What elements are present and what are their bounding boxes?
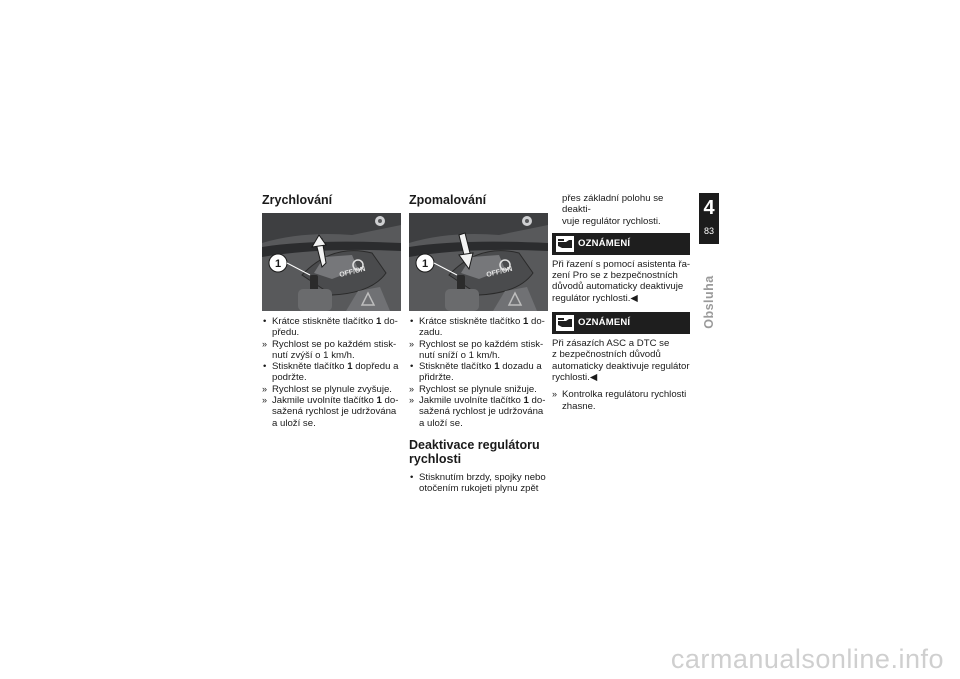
callout-number-1: 1: [421, 258, 429, 270]
handlebar-illustration: [262, 213, 401, 311]
notice-hand-icon: [556, 236, 574, 252]
handlebar-photo-decelerate: [409, 213, 548, 311]
list-item: » Kontrolka regulátoru rychlosti zhasne.: [552, 389, 692, 412]
list-item: • Krátce stiskněte tlačítko 1 do- předu.: [262, 316, 402, 339]
list-item: » Rychlost se po každém stisk- nutí zvýší o 1 km/h.: [262, 339, 402, 362]
list-item: • Stiskněte tlačítko 1 dozadu a přidržte.: [409, 361, 549, 384]
column-decelerating: [409, 193, 549, 495]
list-item: • Stiskněte tlačítko 1 dopředu a podržte.: [262, 361, 402, 384]
list-item: » Rychlost se plynule snižuje.: [409, 384, 549, 395]
list-item-continuation: přes základní polohu se deakti- vuje regulátor rychlosti.: [562, 193, 664, 227]
list-item: • Stisknutím brzdy, spojky nebo otočením rukojeti plynu zpět: [409, 472, 549, 495]
notice-hand-icon: [556, 315, 574, 331]
handlebar-illustration: [409, 213, 548, 311]
notice-label: OZNÁMENÍ: [578, 238, 631, 250]
photo-button-label: OFF/ON: [485, 265, 514, 279]
list-item: » Jakmile uvolníte tlačítko 1 do- sažená rychlost je udržována a uloží se.: [262, 395, 402, 429]
section-heading-decelerating: Zpomalování: [409, 193, 487, 207]
photo-button-label: OFF/ON: [338, 265, 367, 279]
callout-number-1: 1: [274, 258, 282, 270]
list-item: » Jakmile uvolníte tlačítko 1 do- sažená rychlost je udržována a uloží se.: [409, 395, 549, 429]
column-deactivation-continued: [552, 193, 692, 412]
list-item: » Rychlost se plynule zvyšuje.: [262, 384, 402, 395]
notice-banner-2: [552, 312, 690, 334]
indicator-result: [552, 389, 692, 412]
side-section-label: Obsluha: [702, 275, 716, 329]
section-heading-accelerating: Zrychlování: [262, 193, 333, 207]
watermark: carmanualsonline.info: [670, 644, 944, 674]
notice-label: OZNÁMENÍ: [578, 317, 631, 329]
accelerating-steps: [262, 316, 402, 429]
page-number: 83: [703, 226, 714, 236]
deactivation-continued: [552, 193, 692, 227]
deactivation-steps: [409, 472, 549, 495]
notice-text-2: Při zásazích ASC a DTC se z bezpečnostních důvodů automaticky deaktivuje regulátor rychlosti.◀: [552, 338, 690, 383]
list-item: • Krátce stiskněte tlačítko 1 do- zadu.: [409, 316, 549, 339]
chapter-number: 4: [703, 197, 715, 219]
chapter-tab: [699, 193, 719, 244]
column-accelerating: [262, 193, 402, 429]
section-heading-deactivation: Deaktivace regulátoru rychlosti: [409, 437, 540, 466]
notice-banner-1: [552, 233, 690, 255]
decelerating-steps: [409, 316, 549, 429]
notice-text-1: Při řazení s pomocí asistenta řa- zení Pro se z bezpečnostních důvodů automaticky deaktivuje regulátor rychlosti.◀: [552, 258, 691, 304]
list-item: » Rychlost se po každém stisk- nutí sníží o 1 km/h.: [409, 339, 549, 362]
handlebar-photo-accelerate: [262, 213, 401, 311]
